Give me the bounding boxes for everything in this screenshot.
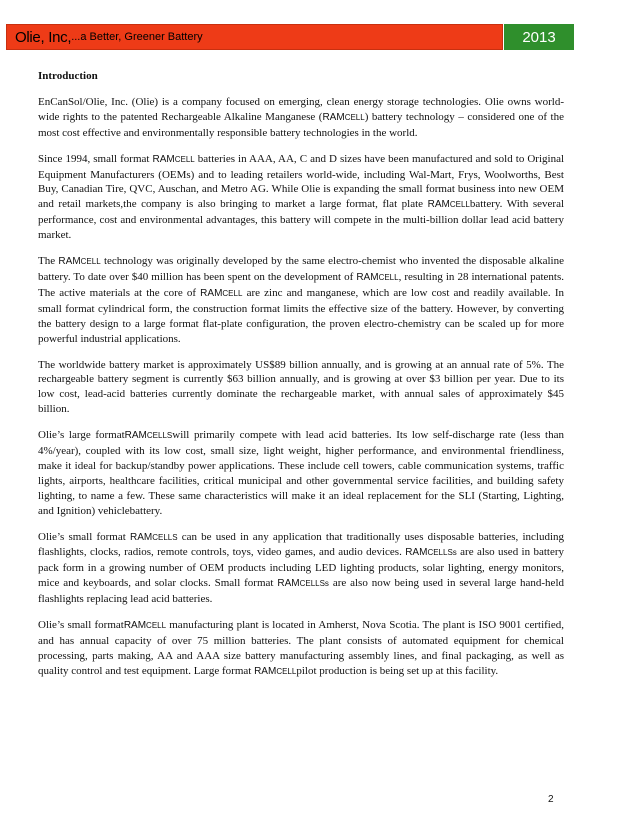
paragraph-2 bbox=[38, 152, 564, 243]
term-main: RAM bbox=[123, 620, 147, 632]
text-run: batteries in AAA, AA, C and D sizes have been manufactured and sold to Original Equipment Manufacturers (OEMs) and to leading retailers world-wide, including Wal-Mart, Frys, Woolworths, Best Buy, Canadian Tire, QVC, Auschan, and Metro AG. While Olie is expanding the small format business into new OEM and retail markets,the company is also bringing to market a large format, flat plate bbox=[38, 152, 565, 211]
term-main: RAM bbox=[58, 256, 81, 268]
ramcell-term bbox=[277, 578, 329, 589]
page-number: 2 bbox=[548, 794, 554, 805]
ramcell-term bbox=[254, 666, 296, 677]
term-main: RAM bbox=[200, 287, 223, 299]
paragraph-1 bbox=[38, 95, 564, 141]
text-run: battery. With several performance, cost and environmental advantages, this battery will compete in the multi-billion dollar lead acid battery market. bbox=[38, 198, 565, 242]
term-suffix: CELLSs bbox=[299, 579, 329, 589]
text-run: are zinc and manganese, which are low cost and readily available. In small format cylindrical form, the construction format limits the effective size of the battery. However, by converting the battery design to a large format flat-plate configuration, the proven electro-chemistry can be scaled up for more powerful industrial applications. bbox=[38, 286, 564, 345]
ramcell-term bbox=[124, 620, 166, 631]
text-run: manufacturing plant is located in Amherst, Nova Scotia. The plant is ISO 9001 certified, and has annual capacity of over 75 million batteries. The plant consists of automated equipment for chemical processing, parts making, AA and AAA size battery manufacturing assembly lines, and final packaging, as well as quality control and test equipment. Large format bbox=[38, 619, 564, 677]
ramcell-term bbox=[125, 430, 173, 441]
paragraph-4 bbox=[38, 358, 564, 418]
paragraph-5 bbox=[38, 428, 564, 518]
ramcell-term bbox=[322, 112, 364, 123]
term-main: RAM bbox=[356, 271, 379, 283]
term-suffix: CELL bbox=[276, 666, 297, 676]
ramcell-term bbox=[405, 547, 457, 558]
text-run: EnCanSol/Olie, Inc. (Olie) is a company focused on emerging, clean energy storage technologies. Olie owns world-wide rights to the patented Rechargeable Alkaline Manganese ( bbox=[38, 95, 564, 123]
text-run: technology was originally developed by the same electro-chemist who invented the disposable alkaline battery. To date over $40 million has been spent on the development of bbox=[38, 255, 565, 283]
section-title: Introduction bbox=[38, 70, 98, 82]
ramcell-term bbox=[152, 154, 194, 165]
term-main: RAM bbox=[152, 153, 175, 165]
text-run: are also used in battery pack form in a growing number of OEM products including LED lighting products, solar lighting, energy monitors, mice and keyboards, and solar clocks. Small format bbox=[38, 546, 565, 590]
term-suffix: CELL bbox=[222, 288, 243, 298]
brand-tagline: ...a Better, Greener Battery bbox=[71, 31, 203, 43]
term-suffix: CELLS bbox=[146, 431, 173, 441]
term-suffix: CELL bbox=[80, 257, 101, 267]
text-run: ) battery technology – considered one of the most cost effective and environmentally responsible battery technologies in the world. bbox=[38, 110, 564, 139]
text-run: are also now being used in several large hand-held flashlights replacing lead acid batteries. bbox=[38, 577, 564, 606]
term-suffix: CELLSs bbox=[427, 548, 457, 558]
term-main: RAM bbox=[405, 547, 428, 559]
text-run: pilot production is being set up at this facility. bbox=[296, 664, 499, 677]
term-main: RAM bbox=[129, 531, 153, 543]
term-suffix: CELL bbox=[378, 272, 399, 282]
text-run: Olie’s large format bbox=[38, 429, 125, 442]
term-suffix: CELL bbox=[344, 112, 365, 122]
text-run: The bbox=[38, 255, 59, 268]
text-run: can be used in any application that traditionally uses disposable batteries, including flashlights, clocks, radios, remote controls, toys, video games, and audio devices. bbox=[38, 530, 564, 559]
ramcell-term bbox=[200, 288, 242, 299]
text-run: Since 1994, small format bbox=[38, 152, 153, 165]
term-main: RAM bbox=[322, 111, 345, 123]
term-main: RAM bbox=[254, 665, 277, 677]
term-main: RAM bbox=[427, 199, 450, 211]
text-run: Olie’s small format bbox=[38, 530, 130, 543]
brand-name: Olie, Inc, bbox=[15, 28, 72, 46]
ramcell-term bbox=[428, 199, 470, 210]
ramcell-term bbox=[58, 256, 100, 267]
header-brand-bar bbox=[6, 24, 503, 50]
term-suffix: CELLS bbox=[152, 532, 178, 542]
paragraph-7 bbox=[38, 618, 564, 680]
ramcell-term bbox=[130, 532, 178, 543]
page-header bbox=[6, 24, 574, 50]
header-year: 2013 bbox=[503, 24, 574, 50]
text-run: will primarily compete with lead acid batteries. Its low self-discharge rate (less than 4%/year), coupled with its low cost, small size, light weight, higher performance, and environmental friendliness, make it ideal for backup/standby power applications. These include cell towers, cable communication systems, traffic lights, airports, healthcare facilities, critical municipal and other governmental service facilities, and building safety lighting, to name a few. These same characteristics will make it an ideal replacement for the SLI (Starting, Lighting, and Ignition) vehiclebattery. bbox=[38, 429, 564, 517]
paragraph-3 bbox=[38, 254, 564, 346]
term-suffix: CELL bbox=[146, 621, 167, 631]
text-run: , resulting in 28 international patents. The active materials at the core of bbox=[38, 270, 564, 299]
term-main: RAM bbox=[277, 578, 300, 590]
document-body bbox=[38, 69, 564, 691]
ramcell-term bbox=[356, 272, 398, 283]
text-run: Olie’s small format bbox=[38, 619, 124, 632]
paragraph-6 bbox=[38, 530, 564, 608]
term-suffix: CELL bbox=[449, 200, 470, 210]
text-run: The worldwide battery market is approximately US$89 billion annually, and is growing at an annual rate of 5%. The rechargeable battery segment is currently $63 billion annually, and is growing at over $3 billion per year. Due to its low cost, lead-acid batteries currently dominate the rechargeable market, with annual sales of approximately $45 billion. bbox=[38, 358, 564, 416]
term-suffix: CELL bbox=[174, 154, 195, 164]
term-main: RAM bbox=[124, 430, 147, 442]
